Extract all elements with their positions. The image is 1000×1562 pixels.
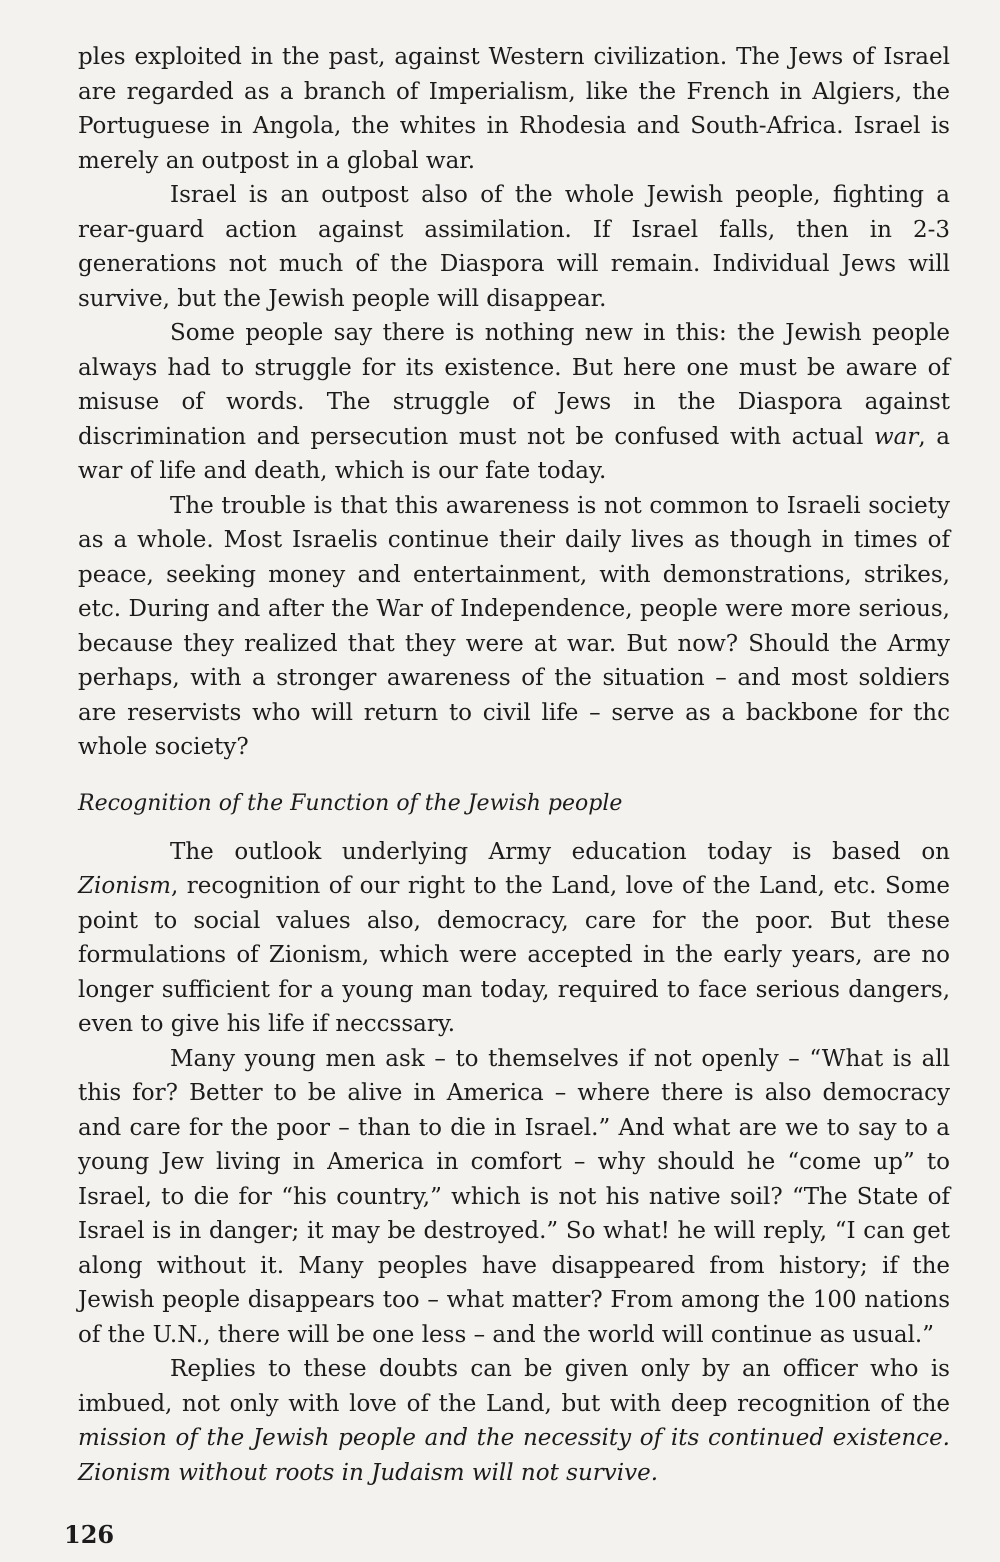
paragraph-7-text-a: Replies to these doubts can be given only by an officer who is imbued, not only with love of the Land, but with deep recognition of the (78, 1356, 950, 1417)
mission-emphasis: mission of the Jewish people and the necessity of its continued existence. Zionism without roots in Judaism will not survive. (78, 1425, 950, 1486)
paragraph-3 (78, 316, 950, 489)
paragraph-2: Israel is an outpost also of the whole Jewish people, fighting a rear-guard action against assimilation. If Israel falls, then in 2-3 generations not much of the Diaspora will remain. Individual Jews will survive, but the Jewish people will disappear. (78, 182, 950, 312)
paragraph-6: Many young men ask – to themselves if not openly – “What is all this for? Better to be alive in America – where there is also democracy and care for the poor – than to die in Israel.” And what are we to say to a young Jew living in America in comfort – why should he “come up” to Israel, to die for “his country,” which is not his native soil? “The State of Israel is in danger; it may be destroyed.” So what! he will reply, “I can get along without it. Many peoples have disappeared from history; if the Jewish people disappears too – what matter? From among the 100 nations of the U.N., there will be one less – and the world will continue as usual.” (78, 1045, 950, 1348)
paragraph-5-text-b: , recognition of our right to the Land, love of the Land, etc. Some point to social values also, democracy, care for the poor. But these formulations of Zionism, which were accepted in the early years, are no longer sufficient for a young man today, required to face serious dangers, even to give his life if neccssary. (78, 873, 950, 1037)
war-emphasis: war (873, 423, 919, 450)
zionism-emphasis: Zionism (78, 873, 171, 899)
section-heading: Recognition of the Function of the Jewish people (78, 790, 623, 816)
paragraph-3-text-b: , a war of life and death, which is our fate today. (78, 423, 950, 484)
paragraph-5 (78, 835, 950, 1042)
paragraph-1: ples exploited in the past, against Western civilization. The Jews of Israel are regarded as a branch of Imperialism, like the French in Algiers, the Portuguese in Angola, the whites in Rhodesia and South-Africa. Israel is merely an outpost in a global war. (78, 44, 950, 174)
paragraph-5-text-a: The outlook underlying Army education today is based on (170, 838, 950, 865)
page-number: 126 (64, 1520, 115, 1549)
paragraph-7 (78, 1352, 950, 1490)
paragraph-4: The trouble is that this awareness is not common to Israeli society as a whole. Most Israelis continue their daily lives as though in times of peace, seeking money and entertainment, with demonstrations, strikes, etc. During and after the War of Independence, people were more serious, because they realized that they were at war. But now? Should the Army perhaps, with a stronger awareness of the situation – and most soldiers are reservists who will return to civil life – serve as a backbone for thc whole society? (78, 492, 950, 760)
page-body (78, 40, 950, 1490)
paragraph-3-text-a: Some people say there is nothing new in this: the Jewish people always had to struggle for its existence. But here one must be aware of misuse of words. The struggle of Jews in the Diaspora against discrimination and persecution must not be confused with actual (78, 320, 950, 450)
